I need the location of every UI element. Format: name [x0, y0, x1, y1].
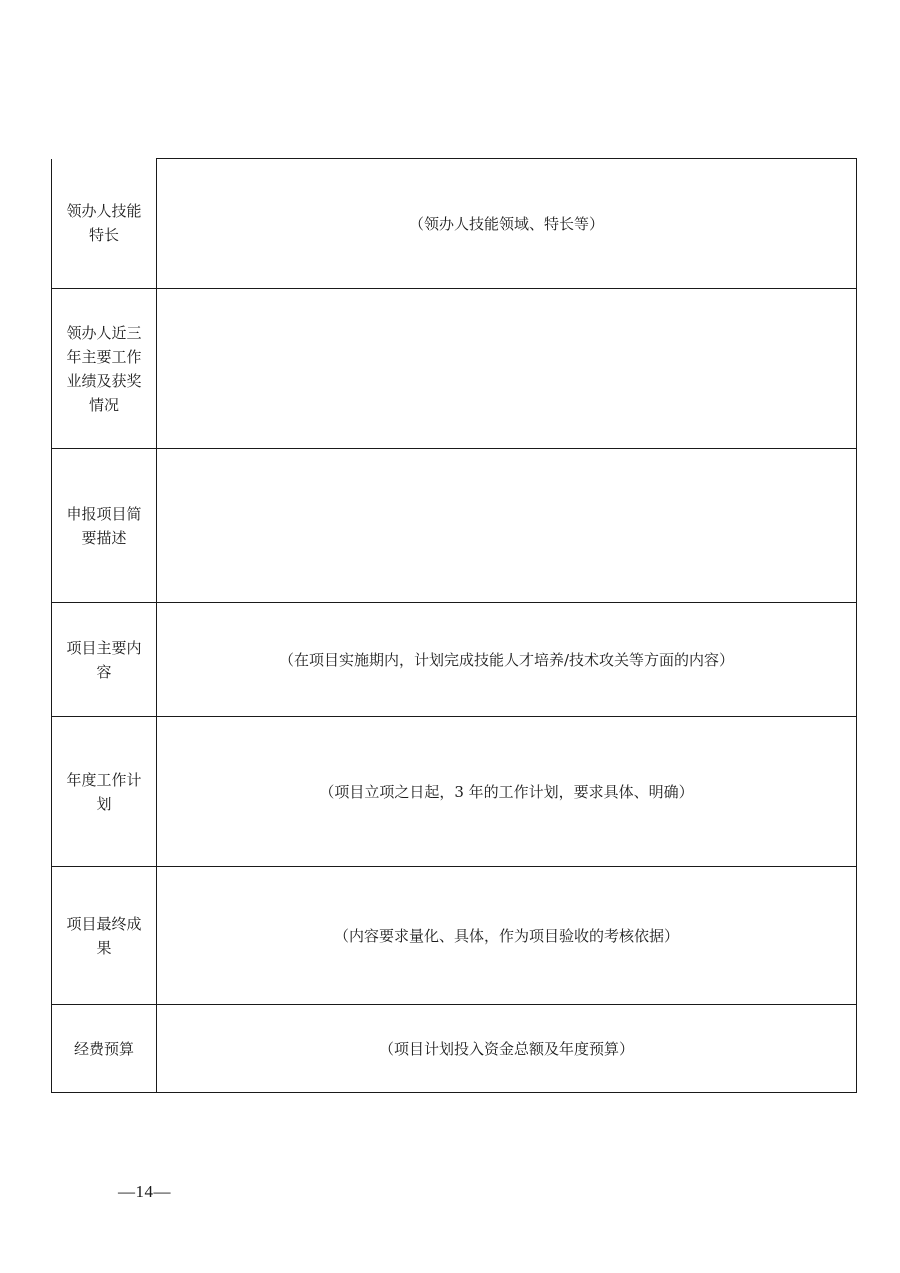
form-row-achievements [52, 289, 857, 449]
row-label: 领办人技能特长 [66, 202, 142, 245]
row-content-cell [157, 289, 857, 449]
row-label: 申报项目简要描述 [66, 504, 142, 547]
row-content-cell [157, 1005, 857, 1093]
row-content-cell [157, 159, 857, 289]
row-content-cell [157, 603, 857, 717]
form-row-project-summary [52, 449, 857, 603]
form-row-final-outcome [52, 867, 857, 1005]
row-label-cell [52, 717, 157, 867]
row-label-cell [52, 1005, 157, 1093]
row-content-hint: （项目立项之日起，3 年的工作计划，要求具体、明确） [319, 782, 694, 801]
page-number: —14— [118, 1182, 171, 1201]
row-label-cell [52, 289, 157, 449]
row-content-hint: （在项目实施期内，计划完成技能人才培养/技术攻关等方面的内容） [278, 650, 735, 669]
row-label-cell [52, 867, 157, 1005]
row-label-cell [52, 159, 157, 289]
row-content-hint: （领办人技能领域、特长等） [408, 214, 604, 233]
row-label-cell [52, 449, 157, 603]
form-row-main-content [52, 603, 857, 717]
row-label: 项目最终成果 [66, 914, 142, 957]
form-row-budget [52, 1005, 857, 1093]
form-row-skill-specialty [52, 159, 857, 289]
row-content-hint: （内容要求量化、具体，作为项目验收的考核依据） [333, 926, 679, 945]
form-row-annual-plan [52, 717, 857, 867]
row-content-cell [157, 867, 857, 1005]
row-content-cell [157, 717, 857, 867]
row-label-cell [52, 603, 157, 717]
row-label: 经费预算 [73, 1039, 134, 1058]
row-label: 领办人近三年主要工作业绩及获奖情况 [66, 323, 142, 414]
row-label: 项目主要内容 [66, 638, 142, 681]
row-content-cell [157, 449, 857, 603]
application-form-table [51, 158, 857, 1093]
row-label: 年度工作计划 [66, 770, 142, 813]
row-content-hint: （项目计划投入资金总额及年度预算） [378, 1039, 634, 1058]
